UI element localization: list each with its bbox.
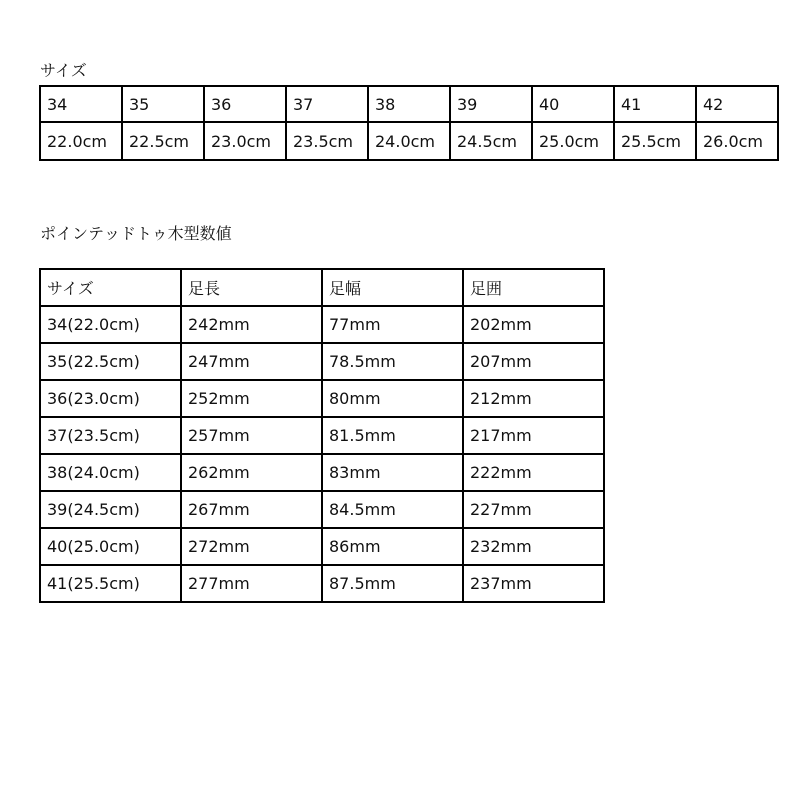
table-cell: 252mm [181,380,322,417]
size-cell: 38 [368,86,450,122]
length-cell: 24.0cm [368,122,450,160]
header-cell-foot-width: 足幅 [322,269,463,306]
table-cell: 83mm [322,454,463,491]
table-cell: 207mm [463,343,604,380]
table-row [40,454,604,491]
table-cell: 212mm [463,380,604,417]
table-cell: 86mm [322,528,463,565]
length-cell: 23.0cm [204,122,286,160]
size-cell: 40 [532,86,614,122]
table-cell: 257mm [181,417,322,454]
size-cell: 42 [696,86,778,122]
last-table-title: ポインテッドトゥ木型数値 [40,224,232,243]
table-cell: 237mm [463,565,604,602]
table-row [40,417,604,454]
size-cell: 41 [614,86,696,122]
table-cell: 242mm [181,306,322,343]
table-cell: 217mm [463,417,604,454]
table-cell: 80mm [322,380,463,417]
table-cell: 35(22.5cm) [40,343,181,380]
table-cell: 41(25.5cm) [40,565,181,602]
table-row [40,380,604,417]
table-cell: 277mm [181,565,322,602]
table-row [40,306,604,343]
header-cell-foot-girth: 足囲 [463,269,604,306]
size-cell: 34 [40,86,122,122]
table-cell: 38(24.0cm) [40,454,181,491]
table-row [40,491,604,528]
last-measurements-table [39,268,605,603]
length-cell: 25.5cm [614,122,696,160]
header-cell-size: サイズ [40,269,181,306]
length-cell: 26.0cm [696,122,778,160]
table-cell: 222mm [463,454,604,491]
table-cell: 37(23.5cm) [40,417,181,454]
table-cell: 272mm [181,528,322,565]
table-cell: 39(24.5cm) [40,491,181,528]
length-cell: 22.0cm [40,122,122,160]
table-cell: 81.5mm [322,417,463,454]
table-cell: 267mm [181,491,322,528]
size-cell: 37 [286,86,368,122]
length-row [40,122,778,160]
length-cell: 24.5cm [450,122,532,160]
table-row [40,565,604,602]
size-cell: 39 [450,86,532,122]
table-cell: 77mm [322,306,463,343]
header-cell-foot-length: 足長 [181,269,322,306]
header-row [40,269,604,306]
table-cell: 247mm [181,343,322,380]
size-conversion-table [39,85,779,161]
table-cell: 84.5mm [322,491,463,528]
table-row [40,528,604,565]
table-cell: 87.5mm [322,565,463,602]
size-table-title: サイズ [40,61,87,80]
length-cell: 25.0cm [532,122,614,160]
table-cell: 202mm [463,306,604,343]
size-cell: 36 [204,86,286,122]
table-row [40,343,604,380]
table-cell: 40(25.0cm) [40,528,181,565]
table-cell: 227mm [463,491,604,528]
table-cell: 36(23.0cm) [40,380,181,417]
length-cell: 23.5cm [286,122,368,160]
table-cell: 78.5mm [322,343,463,380]
table-cell: 34(22.0cm) [40,306,181,343]
table-cell: 232mm [463,528,604,565]
length-cell: 22.5cm [122,122,204,160]
size-row [40,86,778,122]
size-cell: 35 [122,86,204,122]
table-cell: 262mm [181,454,322,491]
